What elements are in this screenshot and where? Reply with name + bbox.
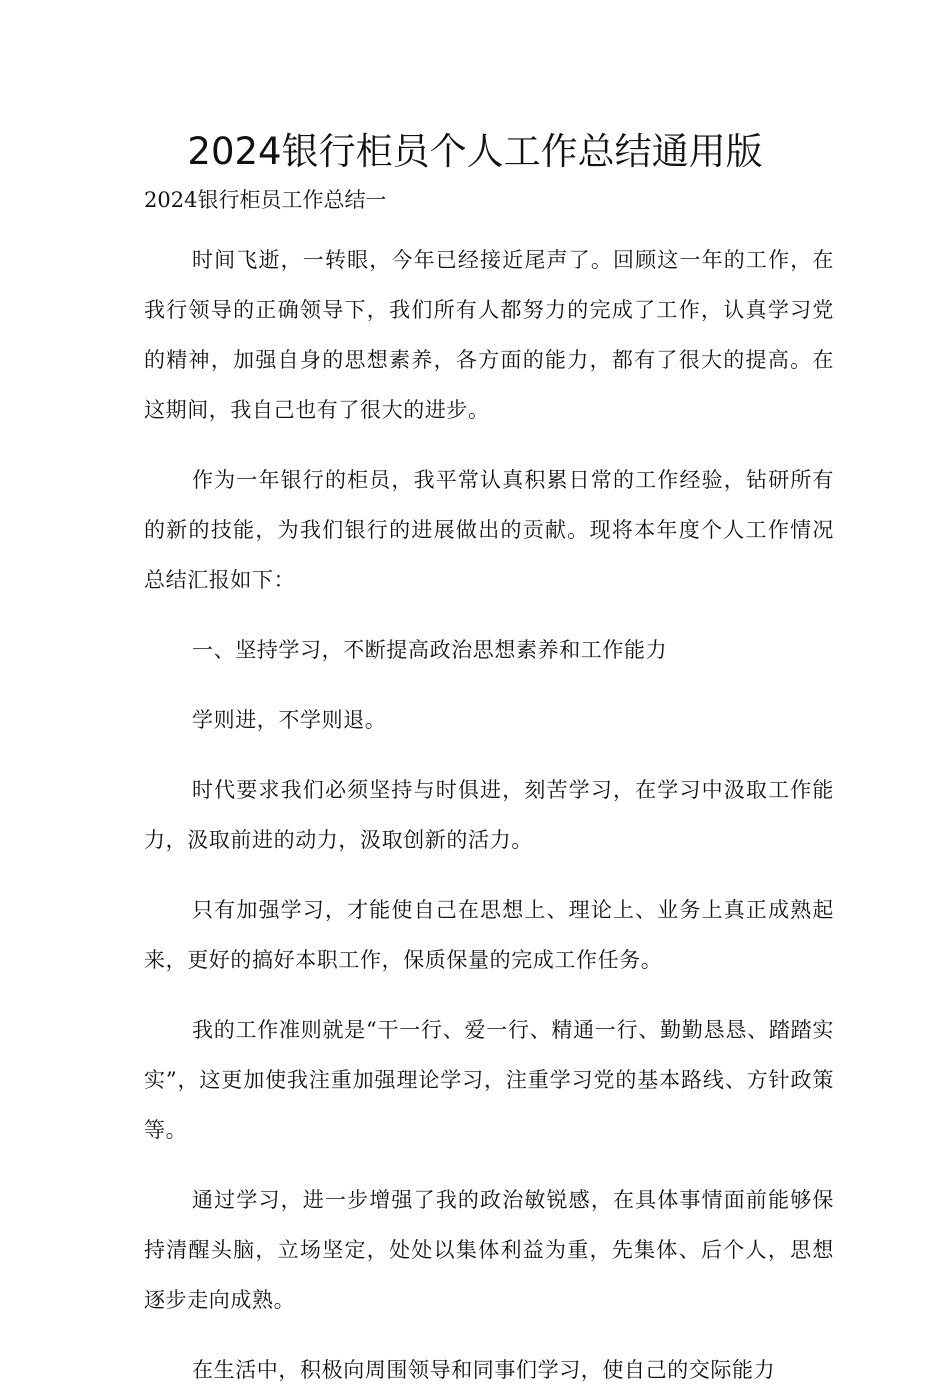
paragraph: 我的工作准则就是“干一行、爱一行、精通一行、勤勤恳恳、踏踏实实”，这更加使我注重加强理论学习，注重学习党的基本路线、方针政策等。 — [144, 1018, 834, 1142]
paragraph: 通过学习，进一步增强了我的政治敏锐感，在具体事情面前能够保持清醒头脑，立场坚定，处处以集体利益为重，先集体、后个人，思想逐步走向成熟。 — [144, 1188, 834, 1312]
paragraph: 时代要求我们必须坚持与时俱进，刻苦学习，在学习中汲取工作能力，汲取前进的动力，汲取创新的活力。 — [144, 778, 834, 852]
section-subtitle: 2024银行柜员工作总结一 — [144, 188, 387, 212]
paragraph: 只有加强学习，才能使自己在思想上、理论上、业务上真正成熟起来，更好的搞好本职工作，保质保量的完成工作任务。 — [144, 898, 834, 972]
paragraph: 学则进，不学则退。 — [192, 708, 387, 732]
paragraph: 作为一年银行的柜员，我平常认真积累日常的工作经验，钻研所有的新的技能，为我们银行的进展做出的贡献。现将本年度个人工作情况总结汇报如下： — [144, 468, 834, 592]
paragraph: 在生活中，积极向周围领导和同事们学习，使自己的交际能力 — [192, 1358, 776, 1382]
document-body — [144, 185, 834, 1395]
section-heading: 一、坚持学习，不断提高政治思想素养和工作能力 — [192, 638, 668, 662]
paragraph: 时间飞逝，一转眼，今年已经接近尾声了。回顾这一年的工作，在我行领导的正确领导下，我们所有人都努力的完成了工作，认真学习党的精神，加强自身的思想素养，各方面的能力，都有了很大的提高。在这期间，我自己也有了很大的进步。 — [144, 248, 834, 422]
document-title: 2024银行柜员个人工作总结通用版 — [187, 130, 763, 173]
